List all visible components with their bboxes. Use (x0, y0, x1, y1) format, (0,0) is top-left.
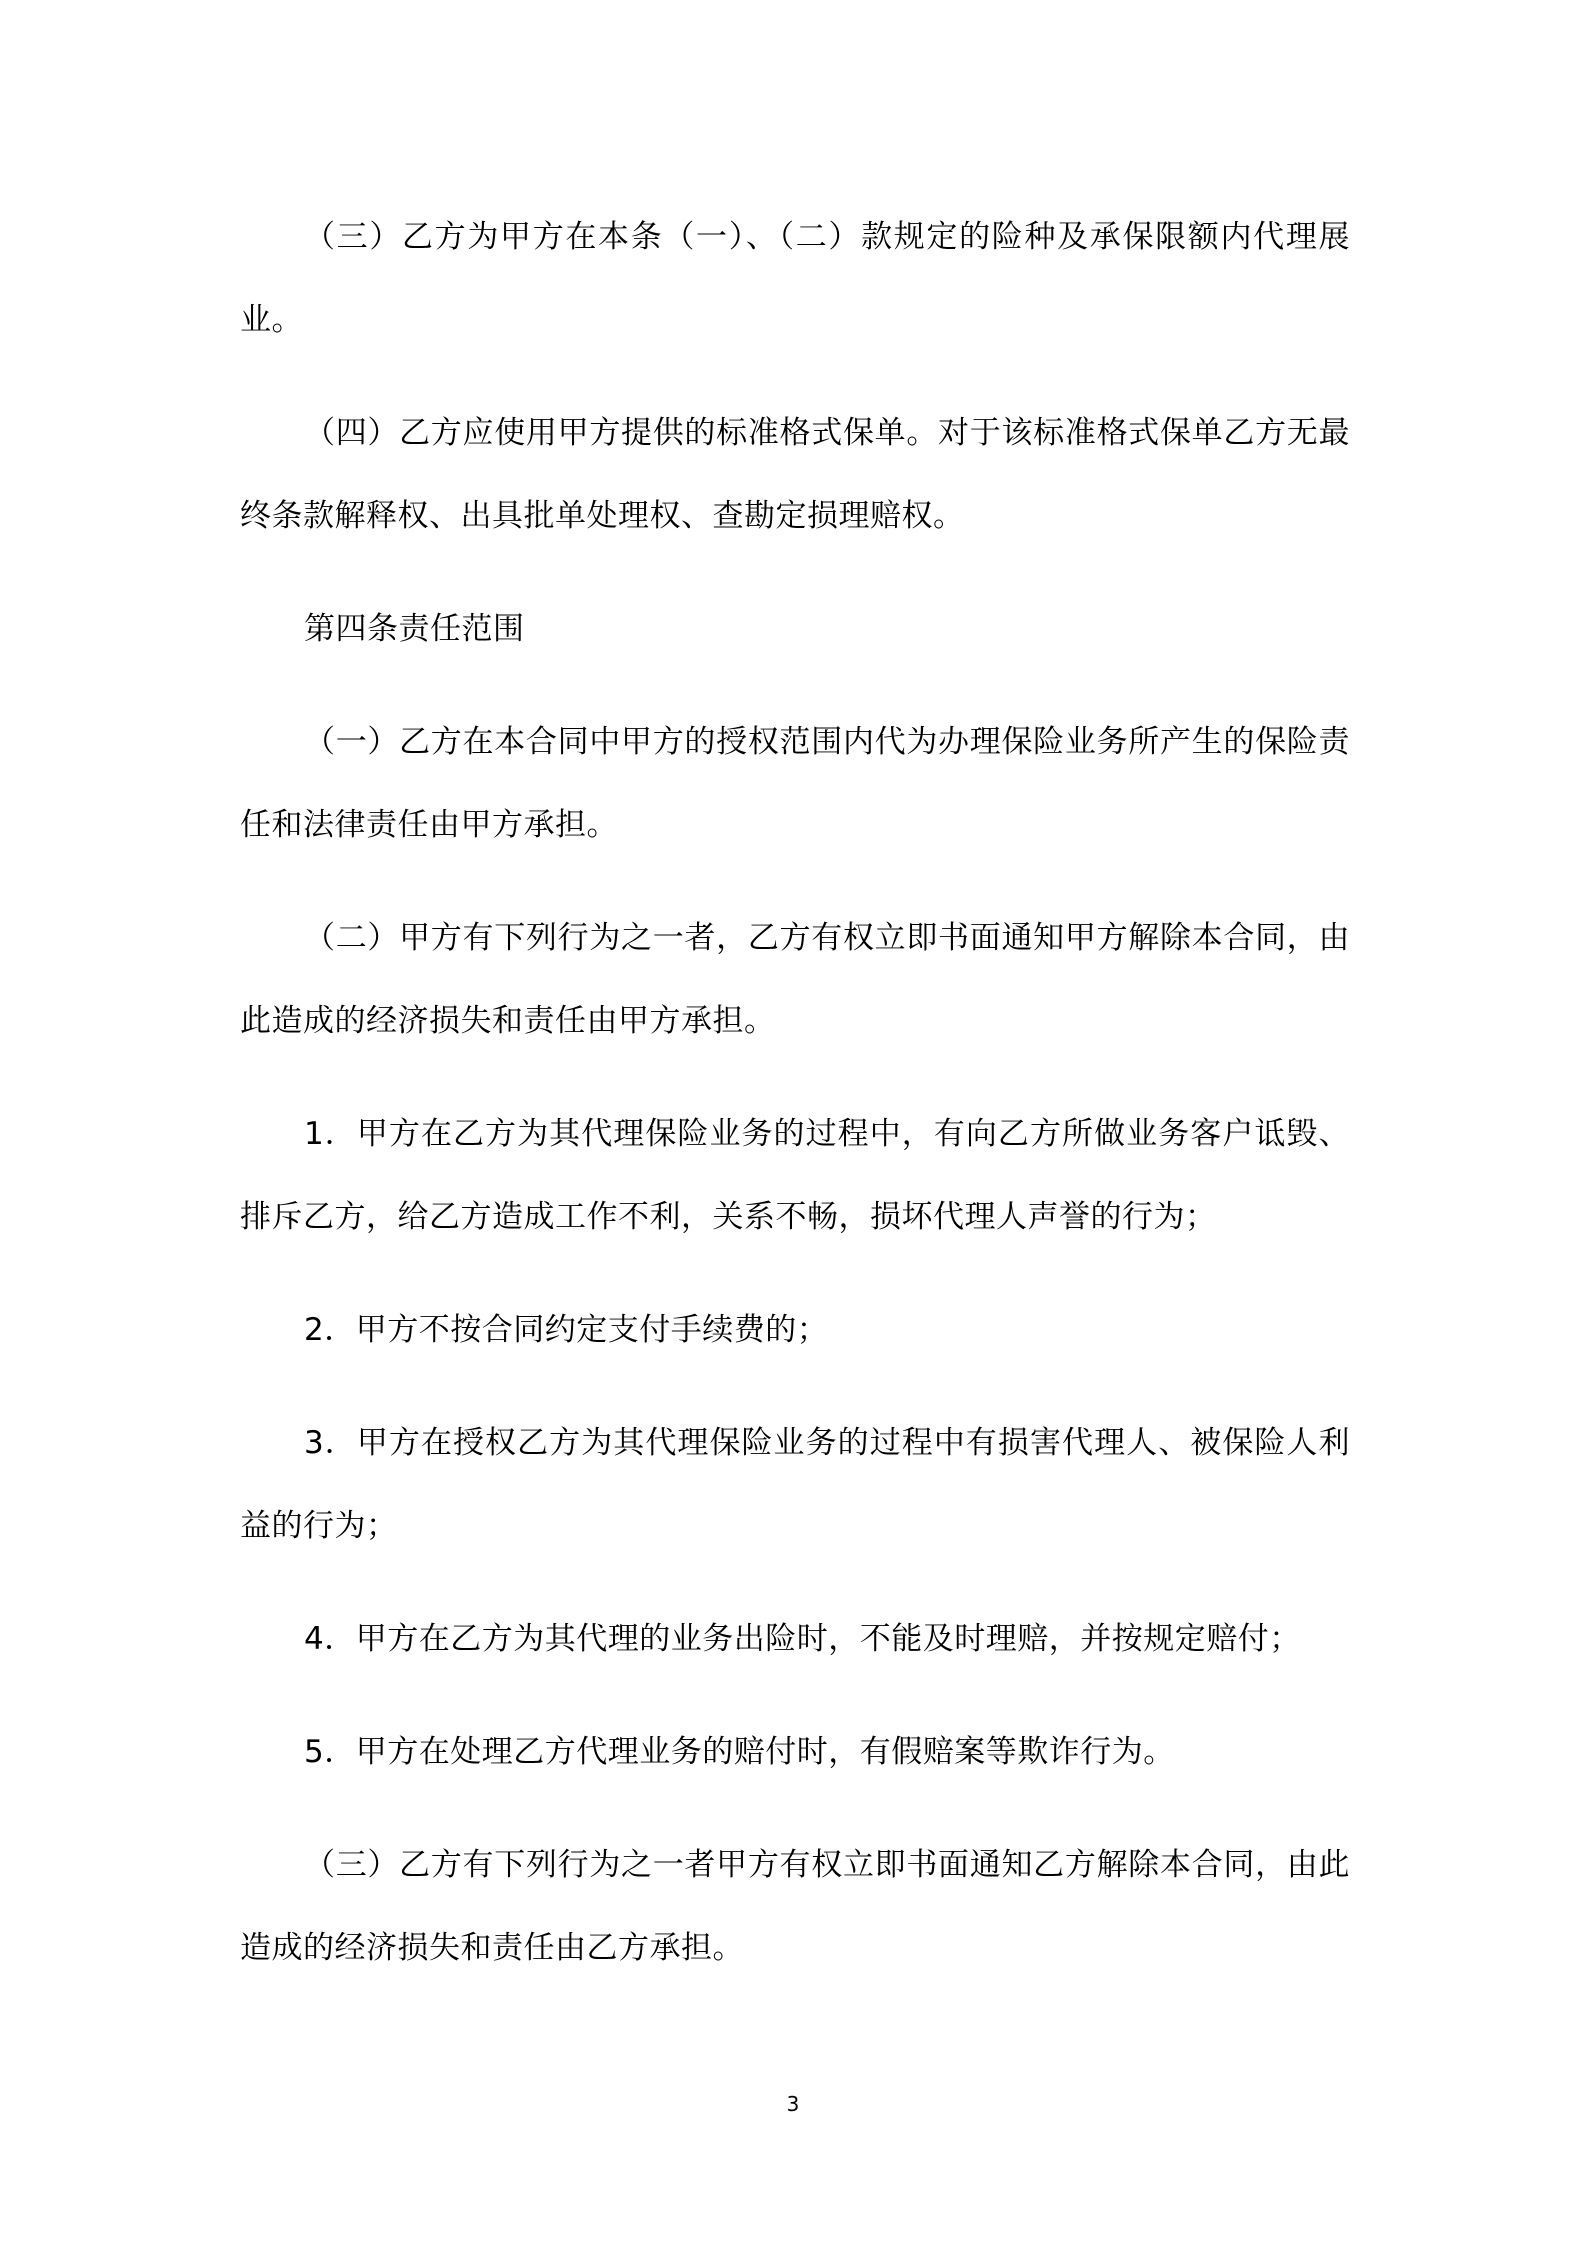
paragraph-clause-4-1: （一）乙方在本合同中甲方的授权范围内代为办理保险业务所产生的保险责任和法律责任由甲方承担。 (240, 724, 1350, 843)
list-item-1: 1．甲方在乙方为其代理保险业务的过程中，有向乙方所做业务客户诋毁、排斥乙方，给乙方造成工作不利，关系不畅，损坏代理人声誉的行为； (240, 1116, 1350, 1235)
paragraph-clause-3-4: （四）乙方应使用甲方提供的标准格式保单。对于该标准格式保单乙方无最终条款解释权、出具批单处理权、查勘定损理赔权。 (240, 415, 1350, 534)
paragraph-clause-4-3: （三）乙方有下列行为之一者甲方有权立即书面通知乙方解除本合同，由此造成的经济损失和责任由乙方承担。 (240, 1847, 1350, 1966)
list-item-4: 4．甲方在乙方为其代理的业务出险时，不能及时理赔，并按规定赔付； (304, 1621, 1301, 1657)
list-item-2: 2．甲方不按合同约定支付手续费的； (304, 1312, 829, 1348)
paragraph-clause-3-3: （三）乙方为甲方在本条（一）、（二）款规定的险种及承保限额内代理展业。 (240, 219, 1350, 338)
page-number: 3 (786, 2092, 800, 2116)
list-item-3: 3．甲方在授权乙方为其代理保险业务的过程中有损害代理人、被保险人利益的行为； (240, 1425, 1350, 1544)
section-heading-article-4: 第四条责任范围 (304, 611, 525, 647)
list-item-5: 5．甲方在处理乙方代理业务的赔付时，有假赔案等欺诈行为。 (304, 1734, 1175, 1770)
document-body (240, 196, 1350, 2020)
paragraph-clause-4-2: （二）甲方有下列行为之一者，乙方有权立即书面通知甲方解除本合同，由此造成的经济损失和责任由甲方承担。 (240, 920, 1350, 1039)
